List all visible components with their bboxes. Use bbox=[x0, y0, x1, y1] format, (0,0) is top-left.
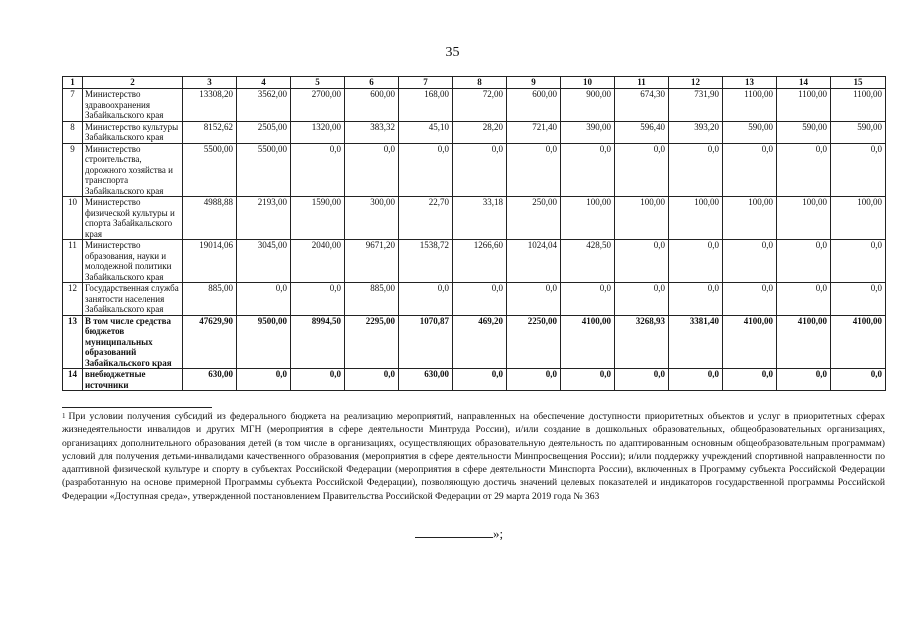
column-header: 14 bbox=[777, 77, 831, 89]
footnote-marker: 1 bbox=[62, 412, 66, 420]
value-cell: 0,0 bbox=[669, 240, 723, 283]
column-header: 12 bbox=[669, 77, 723, 89]
value-cell: 630,00 bbox=[183, 369, 237, 391]
value-cell: 47629,90 bbox=[183, 315, 237, 369]
value-cell: 3045,00 bbox=[237, 240, 291, 283]
value-cell: 1024,04 bbox=[507, 240, 561, 283]
organization-cell: Министерство физической культуры и спорта Забайкальского края bbox=[83, 197, 183, 240]
value-cell: 2040,00 bbox=[291, 240, 345, 283]
value-cell: 8994,50 bbox=[291, 315, 345, 369]
value-cell: 3381,40 bbox=[669, 315, 723, 369]
closing-quote: »; bbox=[493, 526, 504, 541]
organization-cell: Министерство образования, науки и молодежной политики Забайкальского края bbox=[83, 240, 183, 283]
value-cell: 0,0 bbox=[237, 369, 291, 391]
row-number-cell: 11 bbox=[63, 240, 83, 283]
value-cell: 0,0 bbox=[615, 369, 669, 391]
value-cell: 5500,00 bbox=[237, 143, 291, 197]
footnote-text: При условии получения субсидий из федерального бюджета на реализацию мероприятий, направленных на обеспечение доступности приоритетных объектов и услуг в приоритетных сферах жизнедеятельности инвалидов и других МГН (мероприятия в сфере деятельности Минтруда России), и/или создание в дошкольных образовательных, общеобразовательных организациях, организациях дополнительного образования детей (в том числе в организациях, осуществляющих образовательную деятельность по адаптированным основным общеобразовательным программам) условий для получения детьми-инвалидами качественного образования (мероприятия в сфере деятельности Минпросвещения России); и/или поддержку учреждений спортивной направленности по адаптивной физической культуре и спорту в субъектах Российской Федерации (мероприятия в сфере деятельности Минспорта России), включенных в Программу субъекта Российской Федерации (разработанную на основе примерной Программы субъекта Российской Федерации), позволяющую достичь значений целевых показателей и индикаторов государственной программы Российской Федерации «Доступная среда», утвержденной постановлением Правительства Российской Федерации от 29 марта 2019 года № 363 bbox=[62, 411, 885, 502]
value-cell: 3268,93 bbox=[615, 315, 669, 369]
value-cell: 885,00 bbox=[183, 283, 237, 316]
value-cell: 0,0 bbox=[291, 369, 345, 391]
footnote-separator bbox=[62, 407, 212, 408]
value-cell: 0,0 bbox=[723, 283, 777, 316]
table-row bbox=[63, 283, 886, 316]
value-cell: 2250,00 bbox=[507, 315, 561, 369]
value-cell: 0,0 bbox=[831, 143, 886, 197]
value-cell: 0,0 bbox=[669, 143, 723, 197]
value-cell: 0,0 bbox=[291, 283, 345, 316]
value-cell: 1070,87 bbox=[399, 315, 453, 369]
value-cell: 13308,20 bbox=[183, 89, 237, 122]
value-cell: 300,00 bbox=[345, 197, 399, 240]
value-cell: 1100,00 bbox=[723, 89, 777, 122]
organization-cell: внебюджетные источники bbox=[83, 369, 183, 391]
value-cell: 0,0 bbox=[345, 143, 399, 197]
column-header: 5 bbox=[291, 77, 345, 89]
column-header: 11 bbox=[615, 77, 669, 89]
value-cell: 731,90 bbox=[669, 89, 723, 122]
value-cell: 674,30 bbox=[615, 89, 669, 122]
value-cell: 0,0 bbox=[291, 143, 345, 197]
value-cell: 600,00 bbox=[345, 89, 399, 122]
value-cell: 100,00 bbox=[723, 197, 777, 240]
value-cell: 590,00 bbox=[831, 121, 886, 143]
value-cell: 100,00 bbox=[777, 197, 831, 240]
value-cell: 0,0 bbox=[561, 283, 615, 316]
value-cell: 45,10 bbox=[399, 121, 453, 143]
value-cell: 4100,00 bbox=[777, 315, 831, 369]
column-header: 6 bbox=[345, 77, 399, 89]
value-cell: 1100,00 bbox=[831, 89, 886, 122]
value-cell: 0,0 bbox=[831, 240, 886, 283]
table-row bbox=[63, 240, 886, 283]
row-number-cell: 14 bbox=[63, 369, 83, 391]
value-cell: 428,50 bbox=[561, 240, 615, 283]
value-cell: 72,00 bbox=[453, 89, 507, 122]
value-cell: 0,0 bbox=[777, 369, 831, 391]
value-cell: 383,32 bbox=[345, 121, 399, 143]
value-cell: 0,0 bbox=[723, 240, 777, 283]
table-row bbox=[63, 369, 886, 391]
value-cell: 2700,00 bbox=[291, 89, 345, 122]
footnote bbox=[62, 410, 885, 503]
value-cell: 0,0 bbox=[399, 143, 453, 197]
value-cell: 100,00 bbox=[831, 197, 886, 240]
value-cell: 100,00 bbox=[669, 197, 723, 240]
row-number-cell: 9 bbox=[63, 143, 83, 197]
value-cell: 0,0 bbox=[615, 240, 669, 283]
value-cell: 469,20 bbox=[453, 315, 507, 369]
column-header: 2 bbox=[83, 77, 183, 89]
value-cell: 1538,72 bbox=[399, 240, 453, 283]
row-number-cell: 12 bbox=[63, 283, 83, 316]
row-number-cell: 10 bbox=[63, 197, 83, 240]
value-cell: 2193,00 bbox=[237, 197, 291, 240]
value-cell: 1266,60 bbox=[453, 240, 507, 283]
value-cell: 4100,00 bbox=[723, 315, 777, 369]
value-cell: 3562,00 bbox=[237, 89, 291, 122]
value-cell: 596,40 bbox=[615, 121, 669, 143]
column-header: 7 bbox=[399, 77, 453, 89]
value-cell: 0,0 bbox=[345, 369, 399, 391]
value-cell: 590,00 bbox=[777, 121, 831, 143]
value-cell: 900,00 bbox=[561, 89, 615, 122]
value-cell: 0,0 bbox=[669, 369, 723, 391]
row-number-cell: 7 bbox=[63, 89, 83, 122]
value-cell: 0,0 bbox=[615, 283, 669, 316]
value-cell: 19014,06 bbox=[183, 240, 237, 283]
value-cell: 0,0 bbox=[561, 369, 615, 391]
value-cell: 2505,00 bbox=[237, 121, 291, 143]
blank-line bbox=[415, 527, 493, 538]
value-cell: 2295,00 bbox=[345, 315, 399, 369]
value-cell: 100,00 bbox=[561, 197, 615, 240]
column-header: 9 bbox=[507, 77, 561, 89]
row-number-cell: 13 bbox=[63, 315, 83, 369]
value-cell: 0,0 bbox=[453, 143, 507, 197]
value-cell: 0,0 bbox=[723, 369, 777, 391]
value-cell: 9671,20 bbox=[345, 240, 399, 283]
value-cell: 1590,00 bbox=[291, 197, 345, 240]
table-header-row bbox=[63, 77, 886, 89]
value-cell: 0,0 bbox=[237, 283, 291, 316]
value-cell: 590,00 bbox=[723, 121, 777, 143]
value-cell: 0,0 bbox=[507, 143, 561, 197]
table-row bbox=[63, 143, 886, 197]
column-header: 1 bbox=[63, 77, 83, 89]
page-number: 35 bbox=[445, 45, 460, 60]
value-cell: 33,18 bbox=[453, 197, 507, 240]
column-header: 13 bbox=[723, 77, 777, 89]
budget-table bbox=[62, 76, 886, 391]
value-cell: 393,20 bbox=[669, 121, 723, 143]
value-cell: 0,0 bbox=[453, 283, 507, 316]
value-cell: 0,0 bbox=[831, 283, 886, 316]
value-cell: 0,0 bbox=[453, 369, 507, 391]
organization-cell: Министерство здравоохранения Забайкальского края bbox=[83, 89, 183, 122]
column-header: 4 bbox=[237, 77, 291, 89]
value-cell: 600,00 bbox=[507, 89, 561, 122]
organization-cell: Министерство культуры Забайкальского края bbox=[83, 121, 183, 143]
value-cell: 28,20 bbox=[453, 121, 507, 143]
table-row bbox=[63, 89, 886, 122]
value-cell: 4100,00 bbox=[831, 315, 886, 369]
value-cell: 0,0 bbox=[615, 143, 669, 197]
value-cell: 5500,00 bbox=[183, 143, 237, 197]
value-cell: 0,0 bbox=[831, 369, 886, 391]
value-cell: 0,0 bbox=[561, 143, 615, 197]
value-cell: 630,00 bbox=[399, 369, 453, 391]
value-cell: 0,0 bbox=[777, 143, 831, 197]
value-cell: 22,70 bbox=[399, 197, 453, 240]
organization-cell: В том числе средства бюджетов муниципальных образований Забайкальского края bbox=[83, 315, 183, 369]
column-header: 3 bbox=[183, 77, 237, 89]
value-cell: 0,0 bbox=[723, 143, 777, 197]
row-number-cell: 8 bbox=[63, 121, 83, 143]
table-row bbox=[63, 315, 886, 369]
value-cell: 721,40 bbox=[507, 121, 561, 143]
value-cell: 8152,62 bbox=[183, 121, 237, 143]
value-cell: 9500,00 bbox=[237, 315, 291, 369]
value-cell: 4100,00 bbox=[561, 315, 615, 369]
value-cell: 1320,00 bbox=[291, 121, 345, 143]
organization-cell: Министерство строительства, дорожного хозяйства и транспорта Забайкальского края bbox=[83, 143, 183, 197]
closing-mark bbox=[415, 526, 503, 542]
value-cell: 1100,00 bbox=[777, 89, 831, 122]
column-header: 10 bbox=[561, 77, 615, 89]
value-cell: 250,00 bbox=[507, 197, 561, 240]
column-header: 8 bbox=[453, 77, 507, 89]
table-row bbox=[63, 197, 886, 240]
organization-cell: Государственная служба занятости населения Забайкальского края bbox=[83, 283, 183, 316]
value-cell: 168,00 bbox=[399, 89, 453, 122]
value-cell: 0,0 bbox=[777, 240, 831, 283]
value-cell: 100,00 bbox=[615, 197, 669, 240]
value-cell: 0,0 bbox=[777, 283, 831, 316]
value-cell: 0,0 bbox=[507, 369, 561, 391]
value-cell: 0,0 bbox=[507, 283, 561, 316]
value-cell: 390,00 bbox=[561, 121, 615, 143]
table-row bbox=[63, 121, 886, 143]
value-cell: 885,00 bbox=[345, 283, 399, 316]
column-header: 15 bbox=[831, 77, 886, 89]
value-cell: 0,0 bbox=[399, 283, 453, 316]
value-cell: 0,0 bbox=[669, 283, 723, 316]
value-cell: 4988,88 bbox=[183, 197, 237, 240]
